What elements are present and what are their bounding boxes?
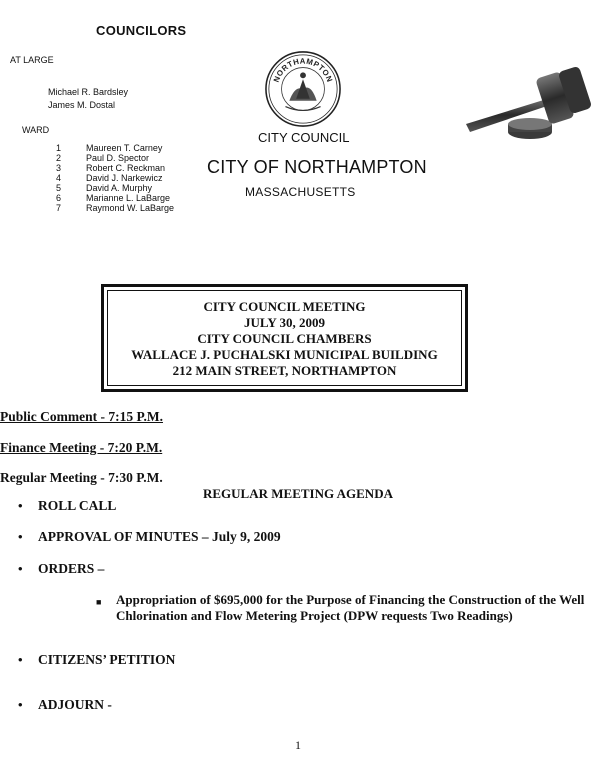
- councilor-name: Robert C. Reckman: [86, 163, 166, 173]
- finance-meeting-time: Finance Meeting - 7:20 P.M.: [0, 440, 163, 455]
- bullet-icon: •: [18, 529, 23, 544]
- ward-row: [56, 163, 174, 173]
- agenda-item-label: APPROVAL OF MINUTES – July 9, 2009: [38, 529, 281, 544]
- meeting-building: WALLACE J. PUCHALSKI MUNICIPAL BUILDING: [131, 347, 438, 362]
- agenda-item-orders: [18, 561, 104, 577]
- agenda-item-label: ROLL CALL: [38, 498, 117, 513]
- regular-meeting-time: Regular Meeting - 7:30 P.M.: [0, 470, 163, 485]
- page-number: 1: [295, 738, 301, 752]
- agenda-item-roll-call: [18, 498, 116, 514]
- city-council-label: CITY COUNCIL: [258, 130, 350, 145]
- ward-row: [56, 203, 174, 213]
- bullet-icon: •: [18, 561, 23, 576]
- ward-number: 2: [56, 153, 62, 163]
- ward-number: 3: [56, 163, 62, 173]
- agenda-item-citizens-petition: [18, 652, 175, 668]
- ward-label: WARD: [22, 125, 50, 135]
- order-item: [96, 592, 586, 624]
- city-name: CITY OF NORTHAMPTON: [207, 157, 427, 177]
- city-seal-icon: [264, 50, 342, 128]
- agenda-item-label: CITIZENS’ PETITION: [38, 652, 176, 667]
- ward-row: [56, 193, 174, 203]
- councilor-name: David J. Narkewicz: [86, 173, 163, 183]
- ward-row: [56, 143, 174, 153]
- bullet-icon: •: [18, 652, 23, 667]
- ward-list: [56, 143, 174, 213]
- square-bullet-icon: ■: [96, 597, 102, 607]
- meeting-info-box: [101, 284, 468, 392]
- meeting-title: CITY COUNCIL MEETING: [203, 299, 366, 314]
- meeting-location: CITY COUNCIL CHAMBERS: [197, 331, 372, 346]
- ward-row: [56, 183, 174, 193]
- order-item-text: Appropriation of $695,000 for the Purpose of Financing the Construction of the Well Chlorination and Flow Metering Project (DPW requests Two Readings): [116, 592, 585, 623]
- ward-row: [56, 153, 174, 163]
- dotted-rule: .................................: [226, 383, 343, 394]
- at-large-list: [48, 86, 128, 112]
- ward-number: 7: [56, 203, 62, 213]
- councilor-name: David A. Murphy: [86, 183, 153, 193]
- public-comment-time: Public Comment - 7:15 P.M.: [0, 409, 163, 424]
- agenda-heading: REGULAR MEETING AGENDA: [203, 486, 393, 501]
- councilor-name: Michael R. Bardsley: [48, 87, 129, 97]
- at-large-label: AT LARGE: [10, 55, 54, 65]
- meeting-address: 212 MAIN STREET, NORTHAMPTON: [172, 363, 397, 378]
- ward-number: 5: [56, 183, 62, 193]
- agenda-item-adjourn: [18, 697, 112, 713]
- bullet-icon: •: [18, 697, 23, 712]
- agenda-item-label: ADJOURN -: [38, 697, 112, 712]
- agenda-item-label: ORDERS –: [38, 561, 105, 576]
- state-name: MASSACHUSETTS: [245, 185, 356, 199]
- seal-text: NORTHAMPTON: [271, 56, 335, 84]
- meeting-date: JULY 30, 2009: [243, 315, 326, 330]
- councilor-name: Paul D. Spector: [86, 153, 150, 163]
- bullet-icon: •: [18, 498, 23, 513]
- councilor-name: Maureen T. Carney: [86, 143, 163, 153]
- councilor-name: James M. Dostal: [48, 100, 116, 110]
- ward-row: [56, 173, 174, 183]
- councilors-heading: COUNCILORS: [96, 23, 187, 38]
- ward-number: 1: [56, 143, 62, 153]
- gavel-icon: [462, 66, 592, 146]
- ward-number: 4: [56, 173, 62, 183]
- ward-number: 6: [56, 193, 62, 203]
- councilor-name: Marianne L. LaBarge: [86, 193, 171, 203]
- councilor-name: Raymond W. LaBarge: [86, 203, 175, 213]
- agenda-item-approval-of-minutes: [18, 529, 281, 545]
